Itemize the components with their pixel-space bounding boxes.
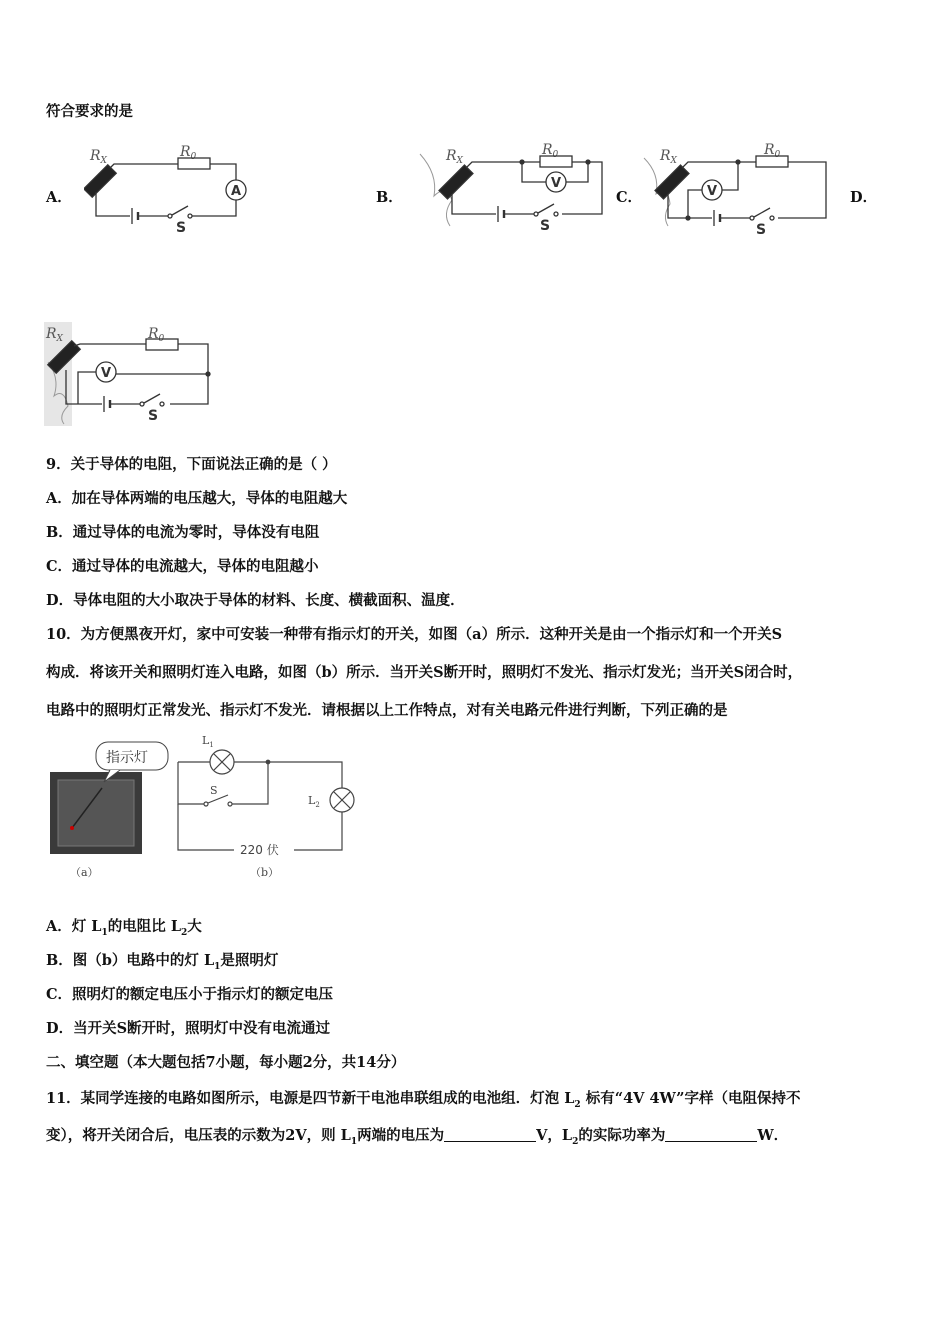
q10-option-a: A．灯 $L_1$的电阻比 $L_2$大: [46, 918, 202, 938]
label-rx: $R_X$: [46, 326, 63, 344]
voltage-label: 220 伏: [240, 843, 279, 857]
svg-text:指示灯: 指示灯: [106, 750, 148, 766]
q10-option-b: B．图（b）电路中的灯 $L_1$是照明灯: [46, 952, 279, 972]
answer-blank-2[interactable]: [665, 1127, 757, 1142]
label-rx: $R_X$: [660, 148, 677, 166]
label-rx: $R_X$: [90, 148, 107, 166]
q8-stem-tail: 符合要求的是: [46, 103, 133, 120]
q9-stem: 9．关于导体的电阻，下面说法正确的是（ ）: [46, 456, 337, 473]
label-r0: $R_0$: [764, 142, 781, 160]
svg-text:S: S: [176, 220, 187, 234]
battery-icon: [104, 396, 110, 412]
q8-option-c-label: C．: [616, 189, 643, 206]
q10-stem-line1: 10．为方便黑夜开灯，家中可安装一种带有指示灯的开关，如图（a）所示．这种开关是由一个指示灯和一个开关S: [46, 626, 783, 643]
svg-text:V: V: [707, 184, 718, 199]
svg-text:S: S: [756, 222, 767, 238]
figure-b-circuit: [170, 732, 366, 882]
svg-text:V: V: [101, 366, 112, 381]
q11-stem-line2: 变），将开关闭合后，电压表的示数为2V，则 $L_1$两端的电压为 V，$L_2$的实际功率为 W．: [46, 1127, 789, 1147]
circuit-diagram-d: [44, 322, 218, 426]
lamp-l1-icon: [210, 750, 234, 774]
section-2-heading: 二、填空题（本大题包括7小题，每小题2分，共14分）: [46, 1054, 406, 1071]
switch-icon: [140, 394, 164, 406]
battery-icon: [498, 206, 504, 222]
label-r0: $R_0$: [180, 144, 197, 162]
caption-a: （a）: [70, 866, 99, 879]
label-l1: $L_1$: [202, 734, 214, 749]
voltmeter-icon: [546, 172, 566, 192]
switch-icon: [168, 206, 192, 218]
label-rx: $R_X$: [446, 148, 463, 166]
q9-option-d: D．导体电阻的大小取决于导体的材料、长度、横截面积、温度．: [46, 592, 465, 609]
rx-sensor-icon: [84, 165, 116, 198]
caption-b: （b）: [250, 866, 280, 879]
svg-text:A: A: [231, 184, 242, 199]
label-r0: $R_0$: [542, 142, 559, 160]
svg-text:S: S: [148, 408, 159, 424]
switch-icon: [750, 208, 774, 220]
q9-option-a: A．加在导体两端的电压越大，导体的电阻越大: [46, 490, 348, 507]
battery-icon: [714, 210, 720, 226]
q8-option-d-label: D．: [850, 189, 878, 206]
q10-option-c: C．照明灯的额定电压小于指示灯的额定电压: [46, 986, 334, 1003]
answer-blank-1[interactable]: [444, 1127, 536, 1142]
circuit-diagram-b: [416, 134, 608, 244]
circuit-diagram-c: [640, 134, 832, 240]
q10-option-d: D．当开关S断开时，照明灯中没有电流通过: [46, 1020, 331, 1037]
svg-text:S: S: [540, 218, 551, 234]
circuit-diagram-a: [84, 134, 254, 234]
q8-option-b-label: B．: [376, 189, 403, 206]
switch-icon: [534, 204, 558, 216]
lamp-l2-icon: [330, 788, 354, 812]
q10-stem-line3: 电路中的照明灯正常发光、指示灯不发光．请根据以上工作特点，对有关电路元件进行判断，下列正确的是: [46, 702, 728, 719]
svg-text:V: V: [551, 176, 562, 191]
label-s: S: [210, 784, 218, 797]
switch-s-icon: [204, 795, 232, 806]
label-r0: $R_0$: [148, 326, 165, 344]
q11-stem-line1: 11．某同学连接的电路如图所示，电源是四节新干电池串联组成的电池组．灯泡 $L_2$ 标有“4V 4W”字样（电阻保持不: [46, 1090, 801, 1110]
voltmeter-icon: [96, 362, 116, 382]
figure-a-switch-photo: [48, 740, 178, 880]
label-l2: $L_2$: [308, 794, 320, 809]
q10-stem-line2: 构成．将该开关和照明灯连入电路，如图（b）所示．当开关S断开时，照明灯不发光、指示灯发光；当开关S闭合时，: [46, 664, 803, 681]
q8-option-a-label: A．: [46, 189, 72, 206]
battery-icon: [132, 208, 138, 224]
ammeter-icon: [226, 180, 246, 200]
q9-option-c: C．通过导体的电流越大，导体的电阻越小: [46, 558, 319, 575]
q9-option-b: B．通过导体的电流为零时，导体没有电阻: [46, 524, 320, 541]
voltmeter-icon: [702, 180, 722, 200]
rx-sensor-icon: [655, 165, 689, 199]
rx-sensor-icon: [439, 165, 473, 199]
